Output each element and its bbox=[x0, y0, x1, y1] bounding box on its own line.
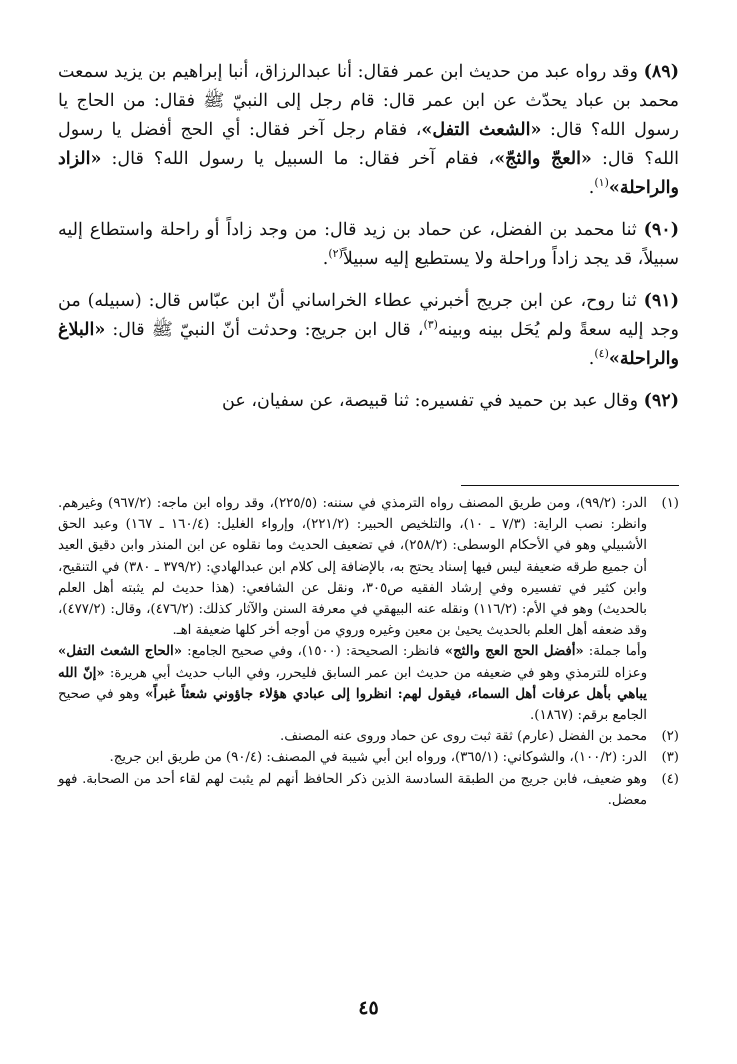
paragraph-end: . bbox=[588, 178, 595, 198]
paragraph-text: ، فقام رجل آخر فقال: أي الحج أفضل يا رسول الله؟ قال: bbox=[58, 120, 680, 169]
paragraph-text: ثنا محمد بن الفضل، عن حماد بن زيد قال: من وجد زاداً أو راحلة واستطاع إليه سبيلاً، قد يجد زاداً وراحلة ولا يستطيع إليه سبيلاً bbox=[58, 220, 679, 269]
footnote-text bbox=[58, 641, 647, 726]
footnote-number: (١) bbox=[661, 496, 679, 511]
footnote-text: محمد بن الفضل (عارم) ثقة ثبت روى عن حماد وروى عنه المصنف. bbox=[279, 729, 647, 745]
footnote-text: الدر: (١٠٠/٢)، والشوكاني: (٣٦٥/١)، ورواه ابن أبي شيبة في المصنف: (٩٠/٤) من طريق ابن جريج. bbox=[109, 750, 647, 766]
paragraph-text: وقد رواه عبد من حديث ابن عمر فقال: أنا عبدالرزاق، أنبا إبراهيم بن يزيد سمعت محمد بن عباد يحدّث عن ابن عمر قال: قام رجل إلى النبيّ ﷺ فقال: من الحاج يا رسول الله؟ قال: bbox=[58, 62, 679, 140]
quote-bold: «الحاج الشعث التفل» bbox=[58, 644, 183, 660]
quote-bold: «البلاغ والراحلة» bbox=[58, 320, 679, 369]
footnote-ref[interactable]: (٢) bbox=[328, 247, 343, 261]
footnote-ref[interactable]: (٤) bbox=[594, 347, 609, 361]
footnote-body bbox=[58, 493, 647, 726]
footnote-text: وهو ضعيف، فابن جريج من الطبقة السادسة الذين ذكر الحافظ أنهم لم يثبت لهم لقاء أحد من الصحابة. فهو معضل. bbox=[58, 771, 647, 808]
footnote-2 bbox=[58, 726, 679, 747]
quote-bold: «الزاد والراحلة» bbox=[58, 149, 679, 198]
footnote-text: فانظر: الصحيحة: (١٥٠٠)، وفي صحيح الجامع: bbox=[182, 644, 445, 660]
paragraph-text: ، فقام آخر فقال: ما السبيل يا رسول الله؟ قال: bbox=[101, 149, 495, 169]
footnote-number: (٣) bbox=[661, 750, 679, 766]
footnote-text: الدر: (٩٩/٢)، ومن طريق المصنف رواه الترمذي في سننه: (٢٢٥/٥)، وقد رواه ابن ماجه: (٩٦٧/٢) وغيرهم. وانظر: نصب الراية: (٧/٣ ـ ١٠)، والتلخيص الحبير: (٢٢١/٢)، وإرواء الغليل: (١٦٠/٤ ـ ١٦٧) وعبد الحق الأشبيلي وهو في الأحكام الوسطى: (٢٥٨/٢)، في تضعيف الحديث وما نقلوه عن ابن المنذر وابن دقيق العيد أن جميع طرقه ضعيفة ليس فيها إسناد يحتج به، بالإضافة إلى كلام ابن عبدالهادي: (٣٧٩/٢ ـ ٣٨٠) في التنقيح، وابن كثير في تفسيره وفي إرشاد الفقيه ص٣٠٥، ونقل عن الشافعي: (هذا حديث لم يثبته أهل العلم بالحديث) وهو في الأم: (١١٦/٢) ونقله عنه البيهقي في معرفة السنن والآثار كذلك: (٤٧٦/٢)، وقال: (٤٧٧/٢)، وقد ضعفه أهل العلم بالحديث يحيىٰ بن معين وغيره وروي من أوجه أخر كلها ضعيفة اهـ. bbox=[58, 496, 648, 639]
footnote-text: وهو في صحيح الجامع برقم: (١٨٦٧). bbox=[58, 686, 647, 724]
paragraph-end: . bbox=[322, 249, 329, 269]
footnote-ref[interactable]: (٣) bbox=[423, 318, 438, 332]
quote-bold: «أفضل الحج العج والثج» bbox=[444, 644, 584, 660]
footnote-1 bbox=[58, 493, 679, 726]
hadith-number: (٩٠) bbox=[643, 220, 679, 240]
paragraph-end: . bbox=[588, 349, 595, 369]
footnote-3 bbox=[58, 747, 679, 768]
page-number: ٤٥ bbox=[358, 997, 379, 1019]
quote-bold: «إنّ الله يباهي بأهل عرفات أهل السماء، فيقول لهم: انظروا إلى عبادي هؤلاء جاؤوني شعثاً غبراً» bbox=[58, 665, 647, 702]
paragraph-text: ثنا روح، عن ابن جريج أخبرني عطاء الخراساني أنّ ابن عبّاس قال: (سبيله) من وجد إليه سعةً ولم يُحَل بينه وبينه bbox=[58, 291, 679, 340]
paragraph-90 bbox=[58, 216, 679, 274]
paragraph-text: وقال عبد بن حميد في تفسيره: ثنا قبيصة، عن سفيان، عن bbox=[222, 391, 644, 411]
paragraph-89 bbox=[58, 58, 679, 203]
footnote-ref[interactable]: (١) bbox=[594, 176, 609, 190]
main-text bbox=[58, 58, 679, 429]
footnote-text: وأما جملة: bbox=[583, 644, 647, 660]
hadith-number: (٩٢) bbox=[643, 391, 679, 411]
footnote-number: (٤) bbox=[661, 771, 679, 787]
footnote-separator bbox=[461, 485, 679, 486]
hadith-number: (٨٩) bbox=[643, 62, 679, 82]
quote-bold: «الشعث التفل» bbox=[421, 120, 542, 140]
footnote-number: (٢) bbox=[661, 729, 679, 745]
footnotes bbox=[58, 493, 679, 811]
paragraph-92 bbox=[58, 387, 679, 416]
footnote-4 bbox=[58, 769, 679, 811]
hadith-number: (٩١) bbox=[643, 291, 679, 311]
paragraph-91 bbox=[58, 287, 679, 374]
quote-bold: «العجّ والثجّ» bbox=[494, 149, 592, 169]
paragraph-text: ، قال ابن جريج: وحدثت أنّ النبيّ ﷺ قال: bbox=[105, 320, 424, 340]
footnote-text: وعزاه للترمذي وهو في ضعيفه من حديث ابن عمر السابق فليحرر، وفي الباب حديث أبي هريرة: bbox=[104, 665, 647, 681]
